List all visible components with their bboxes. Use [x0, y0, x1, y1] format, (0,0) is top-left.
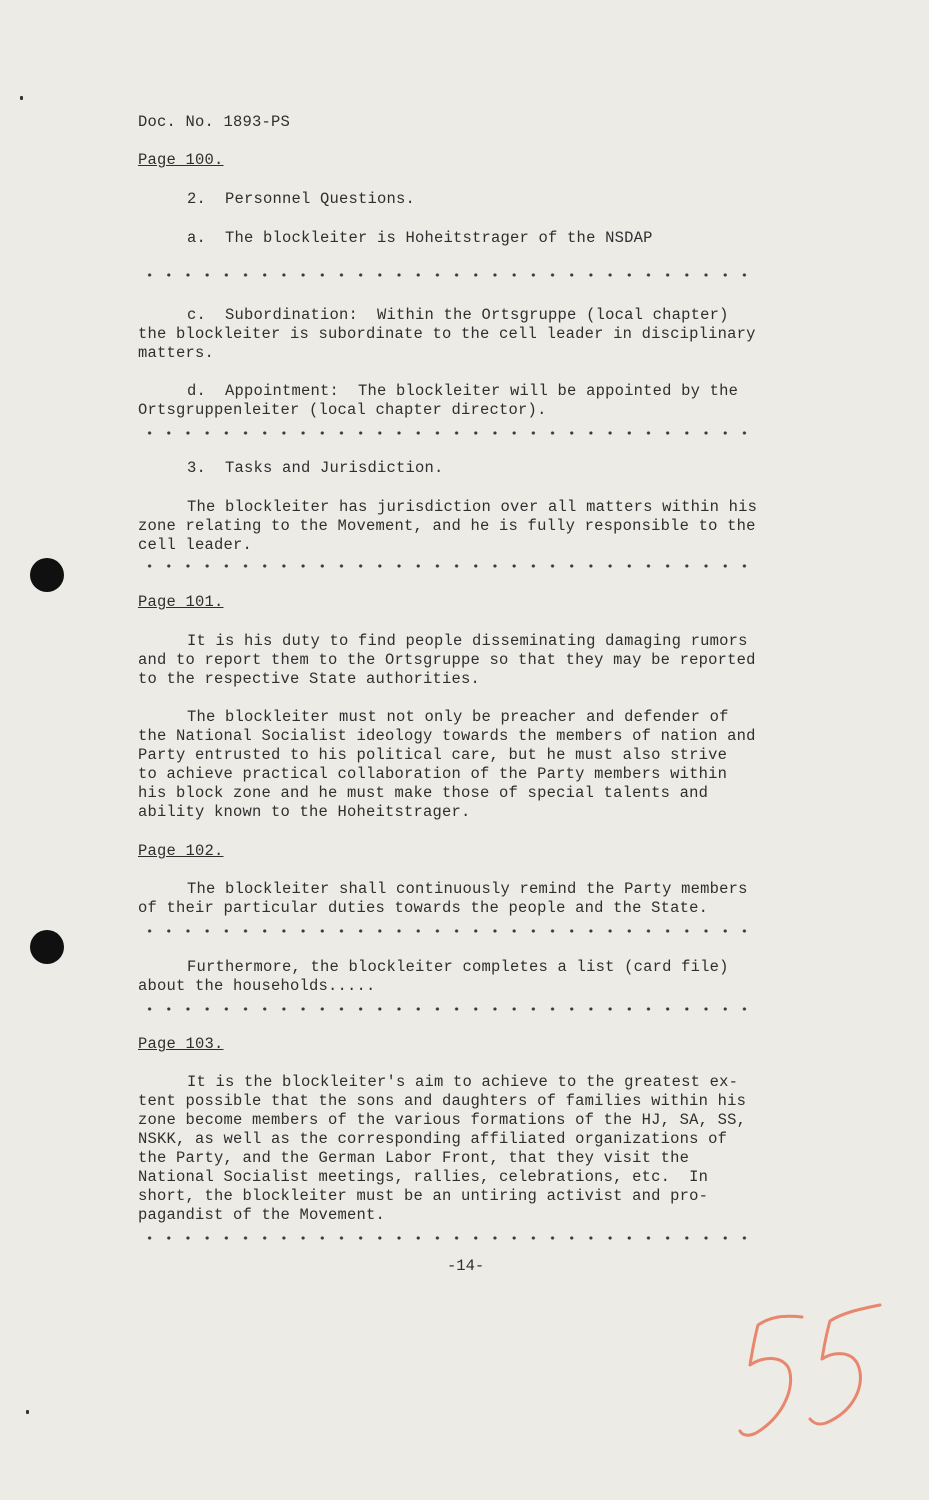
rumors-line: It is his duty to find people disseminating damaging rumors: [187, 632, 748, 650]
preacher-line: Party entrusted to his political care, but he must also strive: [138, 746, 728, 764]
ellipsis-row: [140, 430, 750, 436]
aim-line: tent possible that the sons and daughters of families within his: [138, 1092, 747, 1110]
remind-line: of their particular duties towards the people and the State.: [138, 899, 709, 917]
punch-hole: [30, 558, 64, 592]
item-d-line: Ortsgruppenleiter (local chapter director).: [138, 401, 547, 419]
item-3-heading: 3. Tasks and Jurisdiction.: [187, 459, 444, 477]
page-ref-102: Page 102.: [138, 842, 224, 860]
jurisdiction-line: zone relating to the Movement, and he is fully responsible to the: [138, 517, 756, 535]
ellipsis-row: [140, 272, 750, 278]
rumors-line: and to report them to the Ortsgruppe so that they may be reported: [138, 651, 756, 669]
item-c-line: the blockleiter is subordinate to the cell leader in disciplinary: [138, 325, 756, 343]
rumors-line: to the respective State authorities.: [138, 670, 481, 688]
preacher-line: to achieve practical collaboration of the Party members within: [138, 765, 728, 783]
item-2-heading: 2. Personnel Questions.: [187, 190, 416, 208]
handwritten-page-number-55: [730, 1295, 900, 1445]
ellipsis-row: [140, 928, 750, 934]
item-c-line: c. Subordination: Within the Ortsgruppe (local chapter): [187, 306, 729, 324]
ellipsis-row: [140, 1006, 750, 1012]
item-d-line: d. Appointment: The blockleiter will be appointed by the: [187, 382, 739, 400]
jurisdiction-line: The blockleiter has jurisdiction over all matters within his: [187, 498, 758, 516]
aim-line: It is the blockleiter's aim to achieve to the greatest ex-: [187, 1073, 739, 1091]
aim-line: zone become members of the various formations of the HJ, SA, SS,: [138, 1111, 747, 1129]
punch-hole: [30, 930, 64, 964]
list-line: Furthermore, the blockleiter completes a list (card file): [187, 958, 729, 976]
item-c-line: matters.: [138, 344, 215, 362]
page-ref-103: Page 103.: [138, 1035, 224, 1053]
page-number: -14-: [447, 1257, 485, 1275]
aim-line: short, the blockleiter must be an untiring activist and pro-: [138, 1187, 709, 1205]
jurisdiction-line: cell leader.: [138, 536, 253, 554]
paper-speck: [20, 96, 23, 100]
preacher-line: the National Socialist ideology towards the members of nation and: [138, 727, 756, 745]
preacher-line: The blockleiter must not only be preacher and defender of: [187, 708, 729, 726]
ellipsis-row: [140, 1235, 750, 1241]
aim-line: National Socialist meetings, rallies, celebrations, etc. In: [138, 1168, 709, 1186]
remind-line: The blockleiter shall continuously remind the Party members: [187, 880, 748, 898]
preacher-line: his block zone and he must make those of special talents and: [138, 784, 709, 802]
list-line: about the households.....: [138, 977, 376, 995]
preacher-line: ability known to the Hoheitstrager.: [138, 803, 471, 821]
item-a: a. The blockleiter is Hoheitstrager of the NSDAP: [187, 229, 653, 247]
aim-line: pagandist of the Movement.: [138, 1206, 386, 1224]
page-ref-101: Page 101.: [138, 593, 224, 611]
aim-line: NSKK, as well as the corresponding affiliated organizations of: [138, 1130, 728, 1148]
ellipsis-row: [140, 563, 750, 569]
aim-line: the Party, and the German Labor Front, that they visit the: [138, 1149, 690, 1167]
paper-speck: [26, 1410, 29, 1414]
doc-number: Doc. No. 1893-PS: [138, 113, 291, 131]
page-ref-100: Page 100.: [138, 151, 224, 169]
